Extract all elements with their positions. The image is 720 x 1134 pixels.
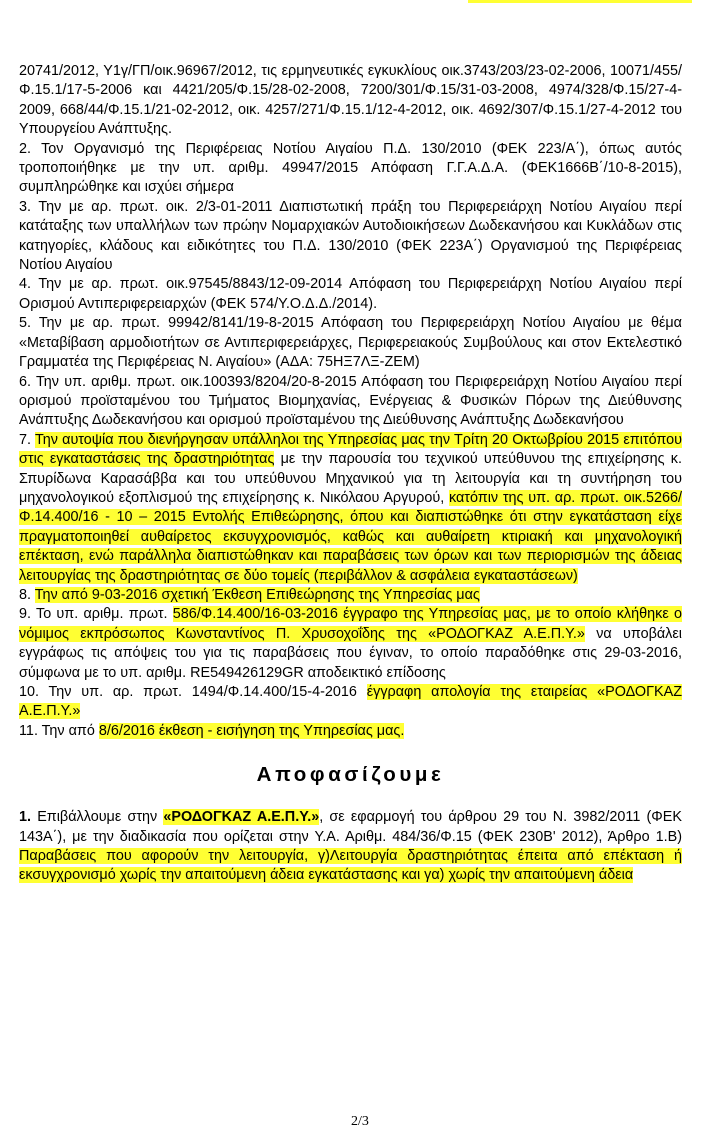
consideration-paragraph: [19, 62, 682, 140]
paragraph-text: 10. Την υπ. αρ. πρωτ. 1494/Φ.14.400/15-4-2016: [19, 684, 367, 700]
consideration-paragraph: [19, 140, 682, 198]
paragraph-text: 20741/2012, Υ1γ/ΓΠ/οικ.96967/2012, τις ερμηνευτικές εγκυκλίους οικ.3743/203/23-02-2006, 10071/455/Φ.15.1/17-5-2006 και 4421/205/Φ.15/28-02-2008, 7200/301/Φ.15/31-03-2008, 4974/328/Φ.15/27-4-2009, 668/44/Φ.15.1/21-02-2012, οικ. 4257/271/Φ.15.1/12-4-2012, οικ. 4692/307/Φ.15.1/27-4-2012 του Υπουργείου Ανάπτυξης.: [19, 63, 682, 138]
paragraph-text: 2. Τον Οργανισμό της Περιφέρειας Νοτίου Αιγαίου Π.Δ. 130/2010 (ΦΕΚ 223/Α΄), όπως αυτός τροποποιήθηκε με την υπ. αριθμ. 49947/2015 Απόφαση Γ.Γ.Α.Δ.Α. (ΦΕΚ1666Β΄/10-8-2015), συμπληρώθηκε και ισχύει σήμερα: [19, 140, 682, 196]
highlighted-text: Παραβάσεις που αφορούν την λειτουργία, γ)Λειτουργία δραστηριότητας έπειτα από επέκταση ή εκσυγχρονισμό χωρίς την απαιτούμενη άδεια εγκατάστασης και γα) χωρίς την απαιτούμενη άδεια: [19, 848, 682, 884]
consideration-paragraph: [19, 373, 682, 431]
paragraph-text: 7.: [19, 431, 35, 448]
paragraph-text: , σε εφαρμογή του άρθρου 29 του Ν. 3982/2011 (ΦΕΚ 143Α΄), με την διαδικασία που ορίζεται στην Υ.Α. Αριθμ. 484/36/Φ.15 (ΦΕΚ 230Β' 2012), Άρθρο 1.Β): [19, 809, 682, 845]
highlighted-text: 586/Φ.14.400/16-03-2016 έγγραφο της Υπηρεσίας μας, με το οποίο κλήθηκε ο νόμιμος εκπρόσωπος Κωνσταντίνος Π. Χρυσοχοΐδης της «ΡΟΔΟΓΚΑΖ Α.Ε.Π.Υ.»: [19, 606, 682, 642]
paragraph-text: 9. Το υπ. αριθμ. πρωτ.: [19, 606, 173, 623]
paragraph-text: 5. Την με αρ. πρωτ. 99942/8141/19-8-2015 Απόφαση του Περιφερειάρχη Νοτίου Αιγαίου με θέμα «Μεταβίβαση αρμοδιοτήτων σε Αντιπεριφερειάρχες, Περιφερειακούς Συμβούλους και στον Εκτελεστικό Γραμματέα της Περιφέρειας Ν. Αιγαίου» (ΑΔΑ: 75ΗΞ7ΛΞ-ΖΕΜ): [19, 315, 682, 371]
highlighted-text: κατόπιν της υπ. αρ. πρωτ. οικ.5266/Φ.14.400/16 - 10 – 2015 Εντολής Επιθεώρησης, όπου και διαπιστώθηκε ότι στην εγκατάσταση είχε πραγματοποιηθεί αυθαίρετος εκσυγχρονισμός, καθώς και αυθαίρετη κτιριακή και μηχανολογική επέκταση, ενώ παράλληλα διαπιστώθηκαν και παραβάσεις των όρων και των περιορισμών της άδειας λειτουργίας της δραστηριότητας σε δύο τομείς (περιβάλλον & ασφάλεια εγκαταστάσεων): [19, 489, 682, 584]
page-number: 2/3: [351, 1114, 369, 1129]
consideration-paragraph: [19, 722, 682, 741]
paragraph-text: 6. Την υπ. αριθμ. πρωτ. οικ.100393/8204/20-8-2015 Απόφαση του Περιφερειάρχη Νοτίου Αιγαίου περί ορισμού προϊσταμένου του Τμήματος Βιομηχανίας, Ενέργειας & Φυσικών Πόρων της Διεύθυνσης Ανάπτυξης Δωδεκανήσου και ορισμού προϊσταμένου της Διεύθυνσης Ανάπτυξης Δωδεκανήσου: [19, 373, 682, 429]
paragraph-text: 8.: [19, 586, 35, 603]
considerations-list: [19, 62, 682, 741]
decision-heading: Αποφασίζουμε: [256, 763, 445, 787]
paragraph-text: 1.: [19, 809, 32, 826]
paragraph-text: να υποβάλει εγγράφως τις απόψεις του για τις παραβάσεις που έγιναν, το οποίο παραδόθηκε στις 29-03-2016, σύμφωνα με το υπ. αριθμ. RE549426129GR αποδεικτικό επίδοσης: [19, 625, 682, 681]
consideration-paragraph: [19, 586, 682, 605]
highlighted-text: Την αυτοψία που διενήργησαν υπάλληλοι της Υπηρεσίας μας την Τρίτη 20 Οκτωβρίου 2015 επιτόπου στις εγκαταστάσεις της δραστηριότητας: [19, 431, 682, 468]
document-body: [19, 62, 682, 886]
paragraph-text: 4. Την με αρ. πρωτ. οικ.97545/8843/12-09-2014 Απόφαση του Περιφερειάρχη Νοτίου Αιγαίου περί Ορισμού Αντιπεριφερειαρχών (ΦΕΚ 574/Υ.Ο.Δ.Δ./2014).: [19, 276, 682, 312]
highlighted-text: «ΡΟΔΟΓΚΑΖ Α.Ε.Π.Υ.»: [163, 809, 320, 826]
highlighted-text: έγγραφη απολογία της εταιρείας «ΡΟΔΟΓΚΑΖ Α.Ε.Π.Υ.»: [19, 684, 682, 720]
consideration-paragraph: [19, 275, 682, 314]
paragraph-text: με την παρουσία του τεχνικού υπεύθυνου της επιχείρησης κ. Σπυρίδωνα Καρασάββα και του υπεύθυνου Μηχανικού για τη λειτουργία και τη συντήρηση του μηχανολογικού εξοπλισμού της επιχείρησης κ. Νικόλαου Αργυρού,: [19, 451, 682, 506]
consideration-paragraph: [19, 431, 682, 586]
consideration-paragraph: [19, 605, 682, 683]
top-highlight-bar: [468, 0, 692, 3]
consideration-paragraph: [19, 683, 682, 722]
paragraph-text: Επιβάλλουμε στην: [31, 809, 164, 826]
consideration-paragraph: [19, 198, 682, 276]
consideration-paragraph: [19, 314, 682, 372]
decision-paragraph: [19, 808, 682, 886]
highlighted-text: Την από 9-03-2016 σχετική Έκθεση Επιθεώρησης της Υπηρεσίας μας: [34, 586, 480, 603]
paragraph-text: 11. Την από: [19, 722, 99, 739]
paragraph-text: 3. Την με αρ. πρωτ. οικ. 2/3-01-2011 Διαπιστωτική πράξη του Περιφερειάρχη Νοτίου Αιγαίου περί κατάταξης των υπαλλήλων των πρώην Νομαρχιακών Αυτοδιοικήσεων Δωδεκανήσου και Κυκλάδων στις κατηγορίες, κλάδους και ειδικότητες του Π.Δ. 130/2010 (ΦΕΚ 223Α΄) Οργανισμού της Περιφέρειας Νοτίου Αιγαίου: [19, 198, 682, 274]
highlighted-text: 8/6/2016 έκθεση - εισήγηση της Υπηρεσίας μας.: [98, 722, 405, 739]
